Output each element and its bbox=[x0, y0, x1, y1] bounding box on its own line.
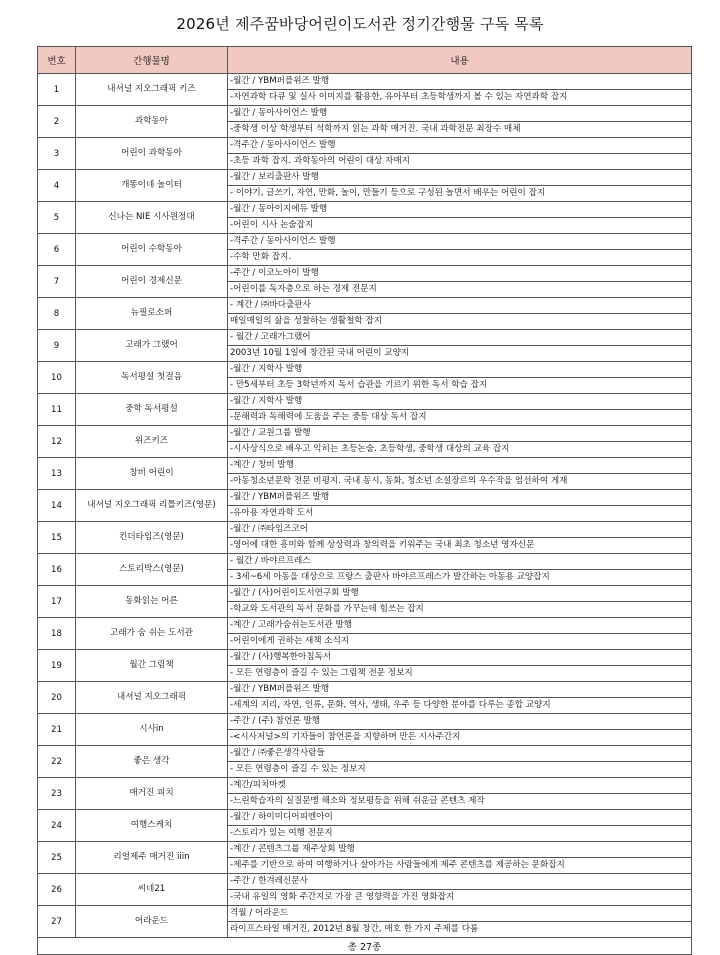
publisher-line: -격주간 / 동아사이언스 발행 bbox=[230, 140, 336, 150]
periodical-content bbox=[228, 330, 692, 362]
description-line: - 모든 연령층이 즐길 수 있는 정보지 bbox=[228, 761, 691, 777]
publisher-line: -월간 / YBM퍼플위즈 발행 bbox=[230, 76, 330, 86]
publisher-line: -월간 / 하이미디어피엔아이 bbox=[230, 812, 333, 822]
periodicals-table bbox=[37, 46, 692, 955]
description-line: -영어에 대한 흥미와 함께 상상력과 창의력을 키워주는 국내 최초 청소년 영자신문 bbox=[228, 537, 691, 553]
periodical-content bbox=[228, 586, 692, 618]
periodical-content bbox=[228, 394, 692, 426]
table-row bbox=[38, 842, 692, 874]
publisher-line: -주간 / 한겨레신문사 bbox=[230, 876, 308, 886]
publisher-line: -월간 / ㈜좋은생각사람들 bbox=[230, 748, 325, 758]
description-line: -중학생 이상 학생부터 석학까지 읽는 과학 매거진. 국내 과학전문 최장수 매체 bbox=[228, 121, 691, 137]
description-line: 라이프스타일 매거진, 2012년 8월 창간, 매호 한 가지 주제를 다룸 bbox=[228, 921, 691, 937]
table-row bbox=[38, 234, 692, 266]
table-row bbox=[38, 298, 692, 330]
periodical-name: 내셔널 지오그래픽 키즈 bbox=[76, 74, 228, 106]
publisher-line: -월간 / (사)행복한아침독서 bbox=[230, 652, 332, 662]
periodical-name: 월간 그림책 bbox=[76, 650, 228, 682]
header-name: 간행물명 bbox=[76, 47, 228, 74]
header-number: 번호 bbox=[38, 47, 76, 74]
table-row bbox=[38, 330, 692, 362]
publisher-line: -계간 / 콘텐츠그룹 재주상회 발행 bbox=[230, 844, 355, 854]
row-number: 23 bbox=[38, 778, 76, 810]
periodical-name: 개똥이네 놀이터 bbox=[76, 170, 228, 202]
periodical-content bbox=[228, 682, 692, 714]
table-row bbox=[38, 362, 692, 394]
row-number: 26 bbox=[38, 874, 76, 906]
description-line: -어린이를 독자층으로 하는 경제 전문지 bbox=[228, 281, 691, 297]
description-line: -느린학습자의 실질문맹 해소와 정보평등을 위해 쉬운글 콘텐츠 제작 bbox=[228, 793, 691, 809]
description-line: - 3세~6세 아동을 대상으로 프랑스 출판사 바야르프레스가 발간하는 아동용 교양잡지 bbox=[228, 569, 691, 585]
periodical-name: 내셔널 지오그래픽 bbox=[76, 682, 228, 714]
row-number: 11 bbox=[38, 394, 76, 426]
description-line: -초등 과학 잡지. 과학동아의 어린이 대상 자매지 bbox=[228, 153, 691, 169]
table-row bbox=[38, 650, 692, 682]
description-line: -유아용 자연과학 도서 bbox=[228, 505, 691, 521]
row-number: 9 bbox=[38, 330, 76, 362]
description-line: - 이야기, 글쓰기, 자연, 만화, 놀이, 만들기 등으로 구성된 놀면서 배우는 어린이 잡지 bbox=[228, 185, 691, 201]
row-number: 3 bbox=[38, 138, 76, 170]
table-row bbox=[38, 458, 692, 490]
description-line: 매일매일의 삶을 성찰하는 생활철학 잡지 bbox=[228, 313, 691, 329]
periodical-content bbox=[228, 522, 692, 554]
row-number: 24 bbox=[38, 810, 76, 842]
row-number: 6 bbox=[38, 234, 76, 266]
periodical-name: 중학 독서평설 bbox=[76, 394, 228, 426]
row-number: 18 bbox=[38, 618, 76, 650]
description-line: -어린이 시사 논술잡지 bbox=[228, 217, 691, 233]
table-row bbox=[38, 874, 692, 906]
periodical-content bbox=[228, 458, 692, 490]
periodical-name: 어라운드 bbox=[76, 906, 228, 938]
publisher-line: -월간 / 지학사 발행 bbox=[230, 364, 303, 374]
periodical-name: 동화읽는 어른 bbox=[76, 586, 228, 618]
periodical-content bbox=[228, 874, 692, 906]
publisher-line: -계간 / 고래가숨쉬는도서관 발행 bbox=[230, 620, 353, 630]
table-row bbox=[38, 682, 692, 714]
periodical-content bbox=[228, 650, 692, 682]
table-row bbox=[38, 394, 692, 426]
table-body bbox=[38, 74, 692, 938]
periodical-content bbox=[228, 842, 692, 874]
periodical-name: 스토리박스(영문) bbox=[76, 554, 228, 586]
publisher-line: -월간 / ㈜타임즈코어 bbox=[230, 524, 309, 534]
periodical-name: 매거진 피치 bbox=[76, 778, 228, 810]
total-count: 총 27종 bbox=[38, 938, 692, 955]
publisher-line: -계간/피치마켓 bbox=[230, 780, 286, 790]
table-row bbox=[38, 202, 692, 234]
row-number: 25 bbox=[38, 842, 76, 874]
publisher-line: -격주간 / 동아사이언스 발행 bbox=[230, 236, 336, 246]
row-number: 21 bbox=[38, 714, 76, 746]
publisher-line: -월간 / 교원그룹 발행 bbox=[230, 428, 311, 438]
table-row bbox=[38, 810, 692, 842]
row-number: 16 bbox=[38, 554, 76, 586]
periodical-content bbox=[228, 202, 692, 234]
table-row bbox=[38, 426, 692, 458]
periodical-content bbox=[228, 266, 692, 298]
periodical-content bbox=[228, 810, 692, 842]
publisher-line: -계간 / 창비 발행 bbox=[230, 460, 295, 470]
description-line: -수학 만화 잡지. bbox=[228, 249, 691, 265]
periodical-name: 어린이 과학동아 bbox=[76, 138, 228, 170]
periodical-content bbox=[228, 138, 692, 170]
total-row bbox=[38, 938, 692, 955]
periodical-content bbox=[228, 298, 692, 330]
description-line: -<시사저널>의 기자들이 참언론을 지향하며 만든 시사주간지 bbox=[228, 729, 691, 745]
periodical-content bbox=[228, 746, 692, 778]
row-number: 10 bbox=[38, 362, 76, 394]
periodical-name: 씨네21 bbox=[76, 874, 228, 906]
table-row bbox=[38, 714, 692, 746]
periodical-name: 내셔널 지오그래픽 리틀키즈(영문) bbox=[76, 490, 228, 522]
publisher-line: - 계간 / ㈜바다출판사 bbox=[230, 300, 311, 310]
table-row bbox=[38, 106, 692, 138]
publisher-line: -월간 / 동아이지에듀 발행 bbox=[230, 204, 328, 214]
publisher-line: -월간 / 동아사이언스 발행 bbox=[230, 108, 328, 118]
periodical-content bbox=[228, 554, 692, 586]
periodical-name: 뉴필로소퍼 bbox=[76, 298, 228, 330]
table-header-row bbox=[38, 47, 692, 74]
row-number: 1 bbox=[38, 74, 76, 106]
periodical-content bbox=[228, 490, 692, 522]
periodical-content bbox=[228, 426, 692, 458]
periodical-content bbox=[228, 714, 692, 746]
header-content: 내용 bbox=[228, 47, 692, 74]
table-row bbox=[38, 586, 692, 618]
periodical-name: 여행스케치 bbox=[76, 810, 228, 842]
row-number: 5 bbox=[38, 202, 76, 234]
table-row bbox=[38, 522, 692, 554]
periodical-content bbox=[228, 362, 692, 394]
periodical-name: 위즈키즈 bbox=[76, 426, 228, 458]
publisher-line: -월간 / YBM퍼플위즈 발행 bbox=[230, 684, 330, 694]
periodical-name: 리얼제주 매거진 iiin bbox=[76, 842, 228, 874]
description-line: - 만5세부터 초등 3학년까지 독서 습관을 기르기 위한 독서 학습 잡지 bbox=[228, 377, 691, 393]
publisher-line: -월간 / YBM퍼플위즈 발행 bbox=[230, 492, 330, 502]
periodical-content bbox=[228, 906, 692, 938]
row-number: 4 bbox=[38, 170, 76, 202]
periodical-name: 독서평설 첫걸음 bbox=[76, 362, 228, 394]
periodical-name: 좋은 생각 bbox=[76, 746, 228, 778]
publisher-line: -월간 / (사)어린이도서연구회 발행 bbox=[230, 588, 359, 598]
periodical-name: 어린이 경제신문 bbox=[76, 266, 228, 298]
row-number: 22 bbox=[38, 746, 76, 778]
table-row bbox=[38, 266, 692, 298]
periodical-content bbox=[228, 106, 692, 138]
publisher-line: -월간 / 지학사 발행 bbox=[230, 396, 303, 406]
description-line: -세계의 지리, 자연, 인류, 문화, 역사, 생태, 우주 등 다양한 분야를 다루는 종합 교양지 bbox=[228, 697, 691, 713]
description-line: -자연과학 다큐 및 실사 이미지를 활용한, 유아부터 초등학생까지 볼 수 있는 자연과학 잡지 bbox=[228, 89, 691, 105]
table-row bbox=[38, 138, 692, 170]
description-line: - 모든 연령층이 즐길 수 있는 그림책 전문 정보지 bbox=[228, 665, 691, 681]
periodical-name: 신나는 NIE 시사원정대 bbox=[76, 202, 228, 234]
row-number: 12 bbox=[38, 426, 76, 458]
publisher-line: - 월간 / 고래가그랬어 bbox=[230, 332, 311, 342]
table-row bbox=[38, 554, 692, 586]
row-number: 15 bbox=[38, 522, 76, 554]
table-row bbox=[38, 74, 692, 106]
description-line: -시사상식으로 배우고 익히는 초등논술. 초등학생, 중학생 대상의 교육 잡지 bbox=[228, 441, 691, 457]
periodical-name: 창비 어린이 bbox=[76, 458, 228, 490]
periodical-name: 고래가 숨 쉬는 도서관 bbox=[76, 618, 228, 650]
periodical-name: 고래가 그랬어 bbox=[76, 330, 228, 362]
publisher-line: -월간 / 보리출판사 발행 bbox=[230, 172, 319, 182]
publisher-line: 격월 / 어라운드 bbox=[230, 908, 289, 918]
description-line: -제주를 기반으로 하여 여행하거나 살아가는 사람들에게 제주 콘텐츠를 제공하는 문화잡지 bbox=[228, 857, 691, 873]
table-row bbox=[38, 490, 692, 522]
row-number: 8 bbox=[38, 298, 76, 330]
publisher-line: -주간 / (주) 참언론 발행 bbox=[230, 716, 321, 726]
description-line: -어린이에게 권하는 새책 소식지 bbox=[228, 633, 691, 649]
row-number: 19 bbox=[38, 650, 76, 682]
periodical-content bbox=[228, 778, 692, 810]
periodical-name: 과학동아 bbox=[76, 106, 228, 138]
description-line: -문해력과 독해력에 도움을 주는 중등 대상 독서 잡지 bbox=[228, 409, 691, 425]
row-number: 27 bbox=[38, 906, 76, 938]
document-title: 2026년 제주꿈바당어린이도서관 정기간행물 구독 목록 bbox=[176, 15, 544, 33]
row-number: 13 bbox=[38, 458, 76, 490]
periodical-name: 어린이 수학동아 bbox=[76, 234, 228, 266]
publisher-line: -주간 / 이코노아이 발행 bbox=[230, 268, 319, 278]
row-number: 20 bbox=[38, 682, 76, 714]
row-number: 14 bbox=[38, 490, 76, 522]
periodical-content bbox=[228, 234, 692, 266]
row-number: 7 bbox=[38, 266, 76, 298]
row-number: 17 bbox=[38, 586, 76, 618]
description-line: -스토리가 있는 여행 전문지 bbox=[228, 825, 691, 841]
periodical-content bbox=[228, 618, 692, 650]
table-row bbox=[38, 906, 692, 938]
description-line: -국내 유일의 영화 주간지로 가장 큰 영향력을 가진 영화잡지 bbox=[228, 889, 691, 905]
table-row bbox=[38, 746, 692, 778]
periodical-content bbox=[228, 74, 692, 106]
row-number: 2 bbox=[38, 106, 76, 138]
periodical-content bbox=[228, 170, 692, 202]
description-line: -학교와 도서관의 독서 문화를 가꾸는데 힘쓰는 잡지 bbox=[228, 601, 691, 617]
table-row bbox=[38, 170, 692, 202]
table-row bbox=[38, 618, 692, 650]
table-row bbox=[38, 778, 692, 810]
periodical-name: 시사in bbox=[76, 714, 228, 746]
publisher-line: - 월간 / 바야르프레스 bbox=[230, 556, 311, 566]
description-line: 2003년 10월 1일에 창간된 국내 어린이 교양지 bbox=[228, 345, 691, 361]
description-line: -아동청소년문학 전문 비평지. 국내 동시, 동화, 청소년 소설장르의 우수작을 엄선하여 게재 bbox=[228, 473, 691, 489]
periodical-name: 킨더타임즈(영문) bbox=[76, 522, 228, 554]
